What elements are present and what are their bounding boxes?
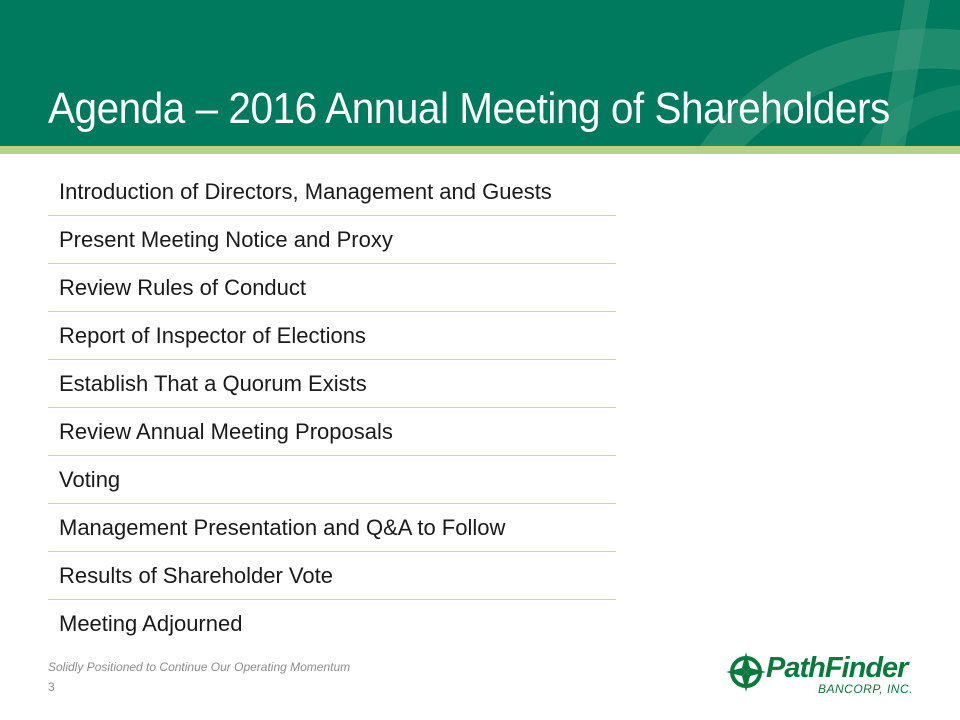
footer-tagline: Solidly Positioned to Continue Our Operating Momentum — [48, 660, 351, 674]
agenda-item: Introduction of Directors, Management and Guests — [48, 168, 616, 216]
page-number: 3 — [48, 680, 55, 694]
agenda-item: Results of Shareholder Vote — [48, 552, 616, 600]
agenda-item: Meeting Adjourned — [59, 611, 243, 636]
page-title: Agenda – 2016 Annual Meeting of Shareholders — [48, 84, 890, 133]
agenda-item: Voting — [48, 456, 616, 504]
agenda-item: Report of Inspector of Elections — [48, 312, 616, 360]
agenda-item: Establish That a Quorum Exists — [48, 360, 616, 408]
agenda-list — [48, 168, 616, 648]
logo-name: PathFinder — [766, 652, 908, 684]
agenda-item: Review Rules of Conduct — [48, 264, 616, 312]
agenda-item: Review Annual Meeting Proposals — [48, 408, 616, 456]
logo-subtitle: BANCORP, INC. — [818, 682, 913, 696]
agenda-item: Present Meeting Notice and Proxy — [48, 216, 616, 264]
compass-icon — [726, 650, 766, 694]
agenda-item: Management Presentation and Q&A to Follow — [48, 504, 616, 552]
header-band — [0, 0, 960, 146]
header-accent-bar — [0, 146, 960, 154]
company-logo — [726, 648, 916, 700]
